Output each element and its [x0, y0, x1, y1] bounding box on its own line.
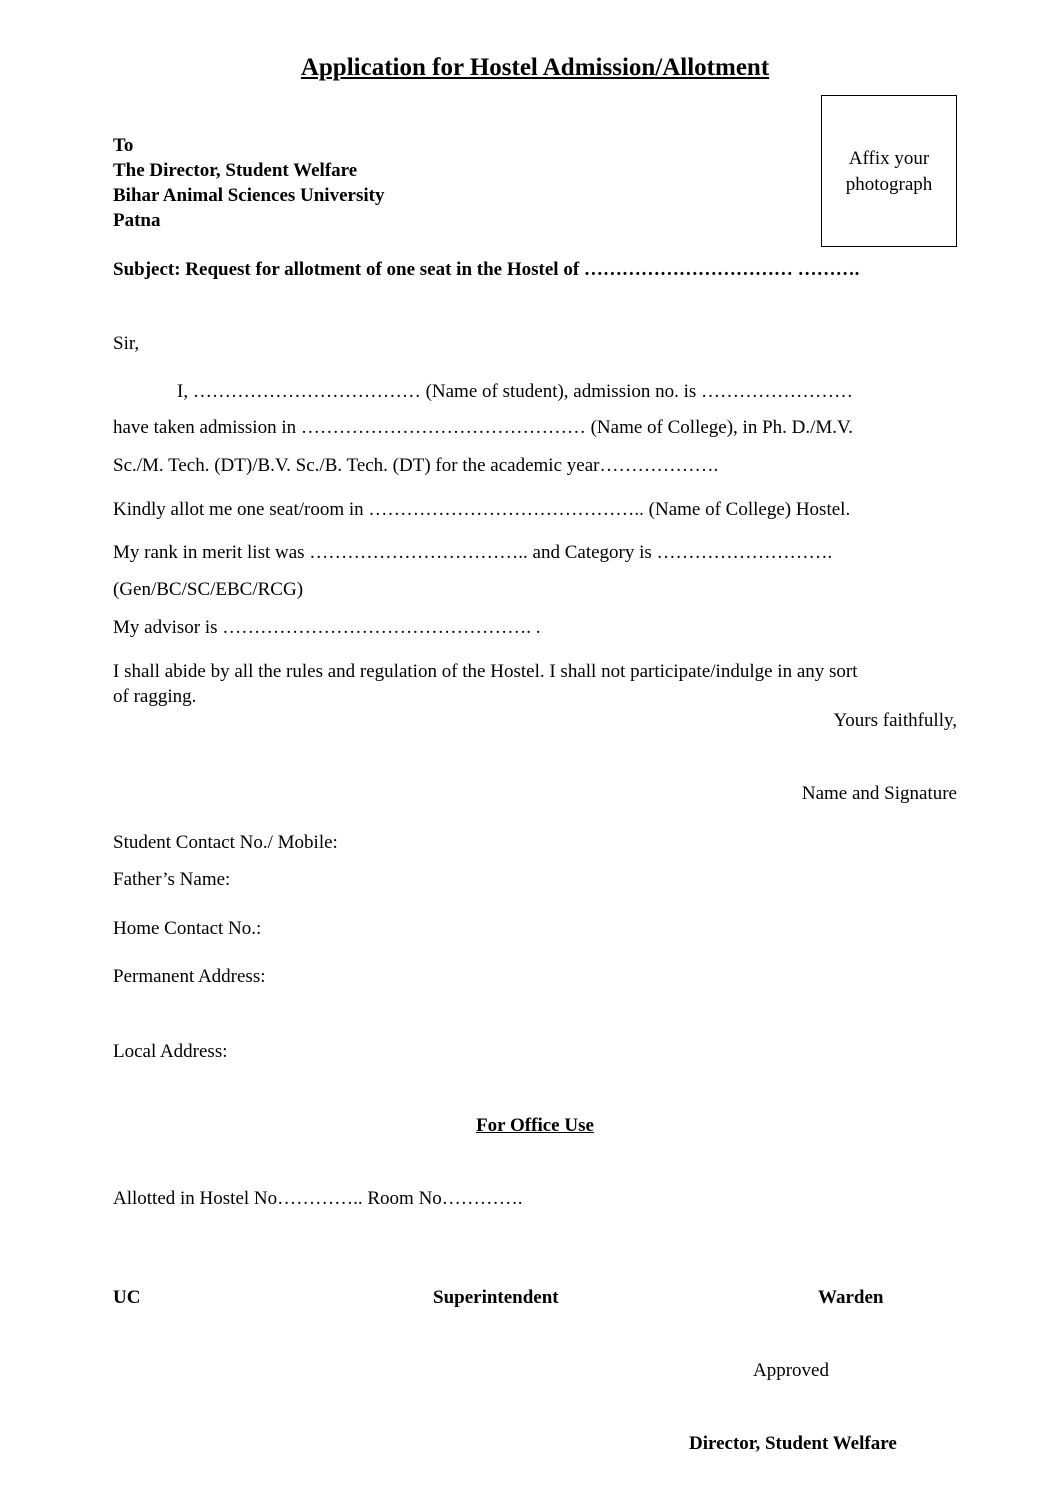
- body-line-1: I, ……………………………… (Name of student), admission no. is ……………………: [177, 381, 854, 402]
- body-line-4: Kindly allot me one seat/room in …………………………………….. (Name of College) Hostel.: [113, 499, 851, 520]
- body-line-2: have taken admission in ……………………………………… (Name of College), in Ph. D./M.V.: [113, 417, 854, 438]
- address-line-2: Bihar Animal Sciences University: [113, 185, 385, 206]
- permanent-address-label: Permanent Address:: [113, 966, 266, 987]
- local-address-label: Local Address:: [113, 1041, 228, 1062]
- declaration-line-2: of ragging.: [113, 686, 197, 707]
- student-contact-label: Student Contact No./ Mobile:: [113, 832, 338, 853]
- salutation: Sir,: [113, 333, 140, 354]
- body-line-3: Sc./M. Tech. (DT)/B.V. Sc./B. Tech. (DT) for the academic year……………….: [113, 455, 719, 476]
- closing: Yours faithfully,: [833, 710, 957, 731]
- subject-line: Subject: Request for allotment of one seat in the Hostel of …………………………… ……….: [113, 259, 860, 280]
- declaration-line-1: I shall abide by all the rules and regulation of the Hostel. I shall not participate/indulge in any sort: [113, 661, 858, 682]
- office-use-heading: For Office Use: [476, 1115, 594, 1136]
- home-contact-label: Home Contact No.:: [113, 918, 262, 939]
- warden-label: Warden: [818, 1287, 884, 1308]
- uc-label: UC: [113, 1287, 141, 1308]
- photo-instructions: [846, 146, 933, 197]
- photo-line-1: Affix your: [848, 148, 930, 169]
- signature-label: Name and Signature: [801, 783, 957, 804]
- advisor-line: My advisor is …………………………………………. .: [113, 617, 541, 638]
- address-to: To: [113, 135, 134, 156]
- director-label: Director, Student Welfare: [689, 1433, 897, 1454]
- father-name-label: Father’s Name:: [113, 869, 231, 890]
- address-line-3: Patna: [113, 210, 161, 231]
- photo-line-2: photograph: [845, 173, 933, 195]
- approved-label: Approved: [753, 1360, 829, 1381]
- body-line-5: My rank in merit list was …………………………….. and Category is ……………………….: [113, 542, 833, 563]
- superintendent-label: Superintendent: [433, 1287, 559, 1308]
- category-options: (Gen/BC/SC/EBC/RCG): [113, 579, 304, 600]
- address-line-1: The Director, Student Welfare: [113, 160, 358, 181]
- photo-placeholder-box: [821, 95, 957, 247]
- page-title: Application for Hostel Admission/Allotment: [300, 54, 770, 81]
- allotment-line: Allotted in Hostel No………….. Room No………….: [113, 1188, 523, 1209]
